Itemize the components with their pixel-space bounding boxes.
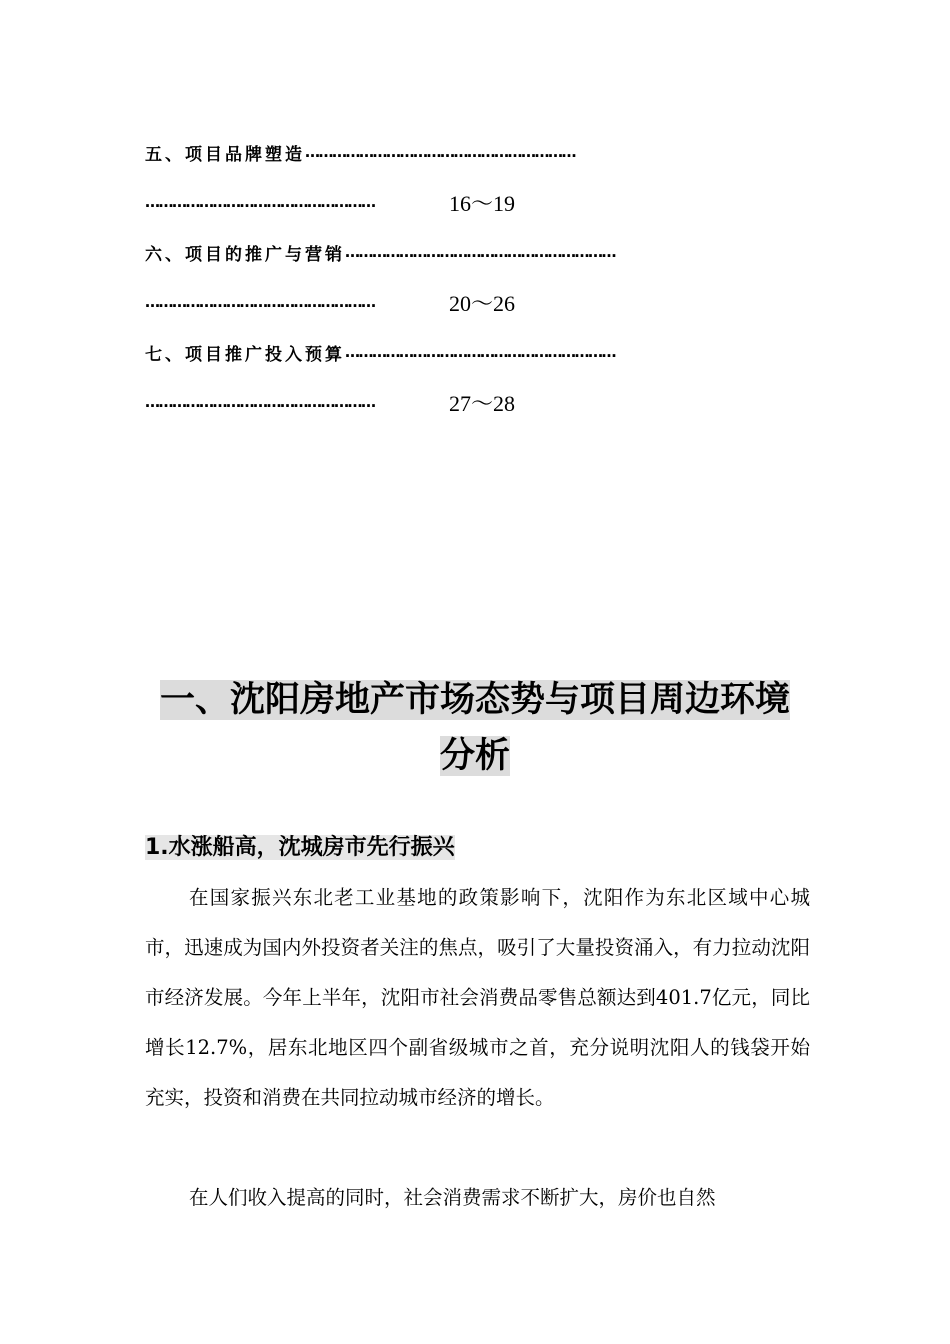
- toc-entry-title: 七、项目推广投入预算: [145, 344, 345, 365]
- section-heading: [145, 828, 455, 868]
- toc-entry-title: 五、项目品牌塑造: [145, 144, 305, 165]
- toc-page-range: 27～28: [449, 390, 516, 416]
- toc-leader-dots: ……………………………………………: [145, 293, 375, 311]
- body-paragraph: 在国家振兴东北老工业基地的政策影响下，沈阳作为东北区域中心城市，迅速成为国内外投资者关注的焦点，吸引了大量投资涌入，有力拉动沈阳市经济发展。今年上半年，沈阳市社会消费品零售总额达到401.7亿元，同比增长12.7%，居东北地区四个副省级城市之首，充分说明沈阳人的钱袋开始充实，投资和消费在共同拉动城市经济的增长。: [145, 886, 810, 1109]
- chapter-heading-line1: 一、沈阳房地产市场态势与项目周边环境: [159, 680, 790, 720]
- toc-leader-dots: ……………………………………………………: [345, 243, 615, 261]
- body-paragraph: 在人们收入提高的同时，社会消费需求不断扩大，房价也自然: [189, 1186, 716, 1209]
- section-heading-text: 1.水涨船高，沈城房市先行振兴: [145, 835, 455, 860]
- toc-leader-dots: ……………………………………………………: [305, 143, 575, 161]
- toc-leader-dots: ……………………………………………: [145, 393, 375, 411]
- toc-leader-dots: ……………………………………………………: [345, 343, 615, 361]
- toc-entry[interactable]: [145, 232, 807, 316]
- chapter-heading: [150, 672, 800, 784]
- toc-entry[interactable]: [145, 132, 807, 216]
- toc-leader-dots: ……………………………………………: [145, 193, 375, 211]
- chapter-heading-line2: 分析: [439, 736, 510, 776]
- toc-page-range: 16～19: [449, 190, 516, 216]
- toc-entry-title: 六、项目的推广与营销: [145, 244, 345, 265]
- toc-page-range: 20～26: [449, 290, 516, 316]
- toc-entry[interactable]: [145, 332, 807, 416]
